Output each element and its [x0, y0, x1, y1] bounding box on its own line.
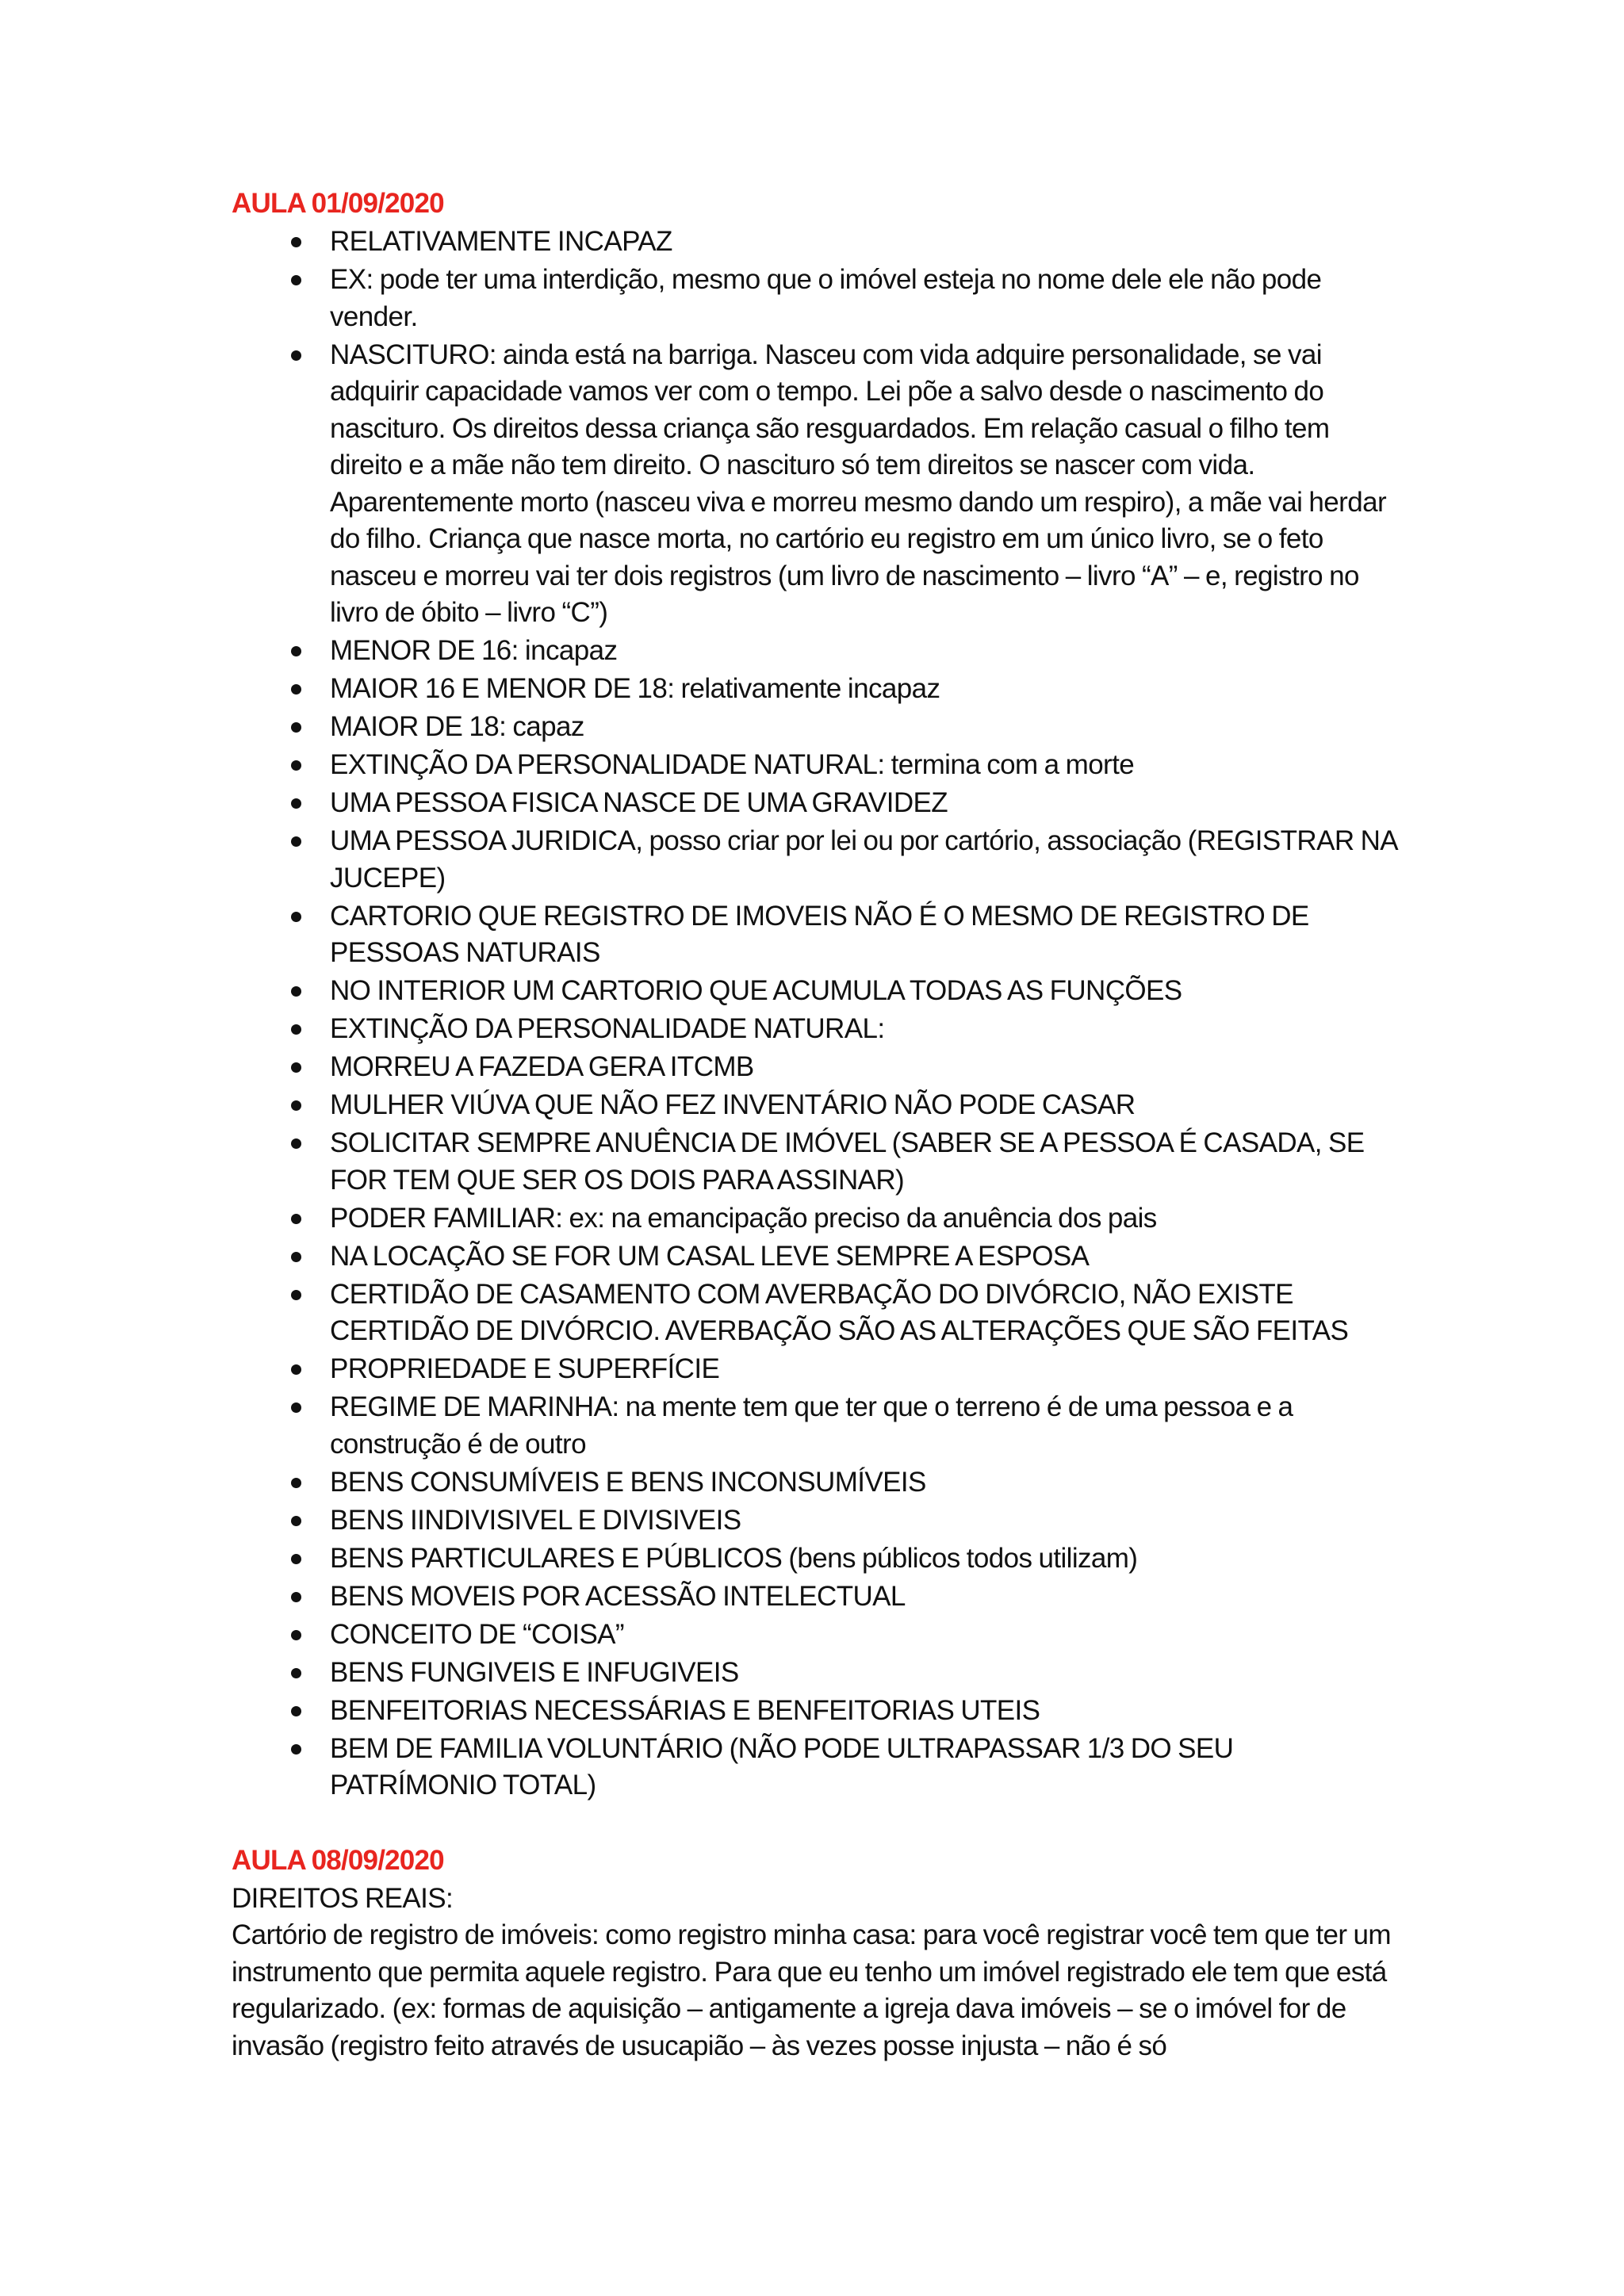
list-item	[232, 1655, 1405, 1692]
bullet-icon	[291, 1478, 301, 1488]
bullet-icon	[291, 912, 301, 922]
list-item	[232, 973, 1405, 1010]
list-item-text: MAIOR 16 E MENOR DE 18: relativamente incapaz	[330, 673, 940, 704]
list-item-text: BEM DE FAMILIA VOLUNTÁRIO (NÃO PODE ULTRAPASSAR 1/3 DO SEU PATRÍMONIO TOTAL)	[330, 1732, 1234, 1800]
bullet-icon	[291, 760, 301, 771]
list-item	[232, 1125, 1405, 1199]
list-item-text: MENOR DE 16: incapaz	[330, 635, 618, 666]
bullet-icon	[291, 1516, 301, 1526]
list-item-text: BENS FUNGIVEIS E INFUGIVEIS	[330, 1656, 739, 1688]
list-item-text: NASCITURO: ainda está na barriga. Nasceu com vida adquire personalidade, se vai adquirir capacidade vamos ver com o tempo. Lei põe a salvo desde o nascimento do nascituro. Os direitos dessa criança são resguardados. Em relação casual o filho tem direito e a mãe não tem direito. O nascituro só tem direitos se nascer com vida. Aparentemente morto (nasceu viva e morreu mesmo dando um respiro), a mãe vai herdar do filho. Criança que nasce morta, no cartório eu registro em um único livro, se o feto nasceu e morreu vai ter dois registros (um livro de nascimento – livro “A” – e, registro no livro de óbito – livro “C”)	[330, 339, 1387, 628]
section-heading-aula-01: AULA 01/09/2020	[232, 188, 444, 219]
list-item	[232, 633, 1405, 670]
bullet-icon	[291, 237, 301, 247]
list-item	[232, 224, 1405, 261]
bullet-icon	[291, 1592, 301, 1602]
list-item	[232, 709, 1405, 746]
bullet-icon	[291, 1252, 301, 1262]
bullet-icon	[291, 1668, 301, 1678]
list-item-text: CERTIDÃO DE CASAMENTO COM AVERBAÇÃO DO DIVÓRCIO, NÃO EXISTE CERTIDÃO DE DIVÓRCIO. AVERBAÇÃO SÃO AS ALTERAÇÕES QUE SÃO FEITAS	[330, 1278, 1349, 1346]
bullet-icon	[291, 1402, 301, 1413]
list-item-text: UMA PESSOA JURIDICA, posso criar por lei ou por cartório, associação (REGISTRAR NA JUCEPE)	[330, 825, 1397, 894]
list-item-text: BENS MOVEIS POR ACESSÃO INTELECTUAL	[330, 1580, 906, 1612]
list-item	[232, 1011, 1405, 1048]
list-item	[232, 1087, 1405, 1124]
bullet-icon	[291, 1706, 301, 1716]
bullet-icon	[291, 1744, 301, 1755]
list-item-text: PODER FAMILIAR: ex: na emancipação preciso da anuência dos pais	[330, 1202, 1157, 1234]
list-item-text: BENFEITORIAS NECESSÁRIAS E BENFEITORIAS UTEIS	[330, 1694, 1040, 1726]
bullet-icon	[291, 1214, 301, 1224]
bullet-icon	[291, 1024, 301, 1035]
bullet-icon	[291, 1062, 301, 1073]
list-item-text: EXTINÇÃO DA PERSONALIDADE NATURAL:	[330, 1013, 885, 1044]
list-item-text: RELATIVAMENTE INCAPAZ	[330, 226, 672, 257]
bullet-icon	[291, 986, 301, 997]
list-item-text: REGIME DE MARINHA: na mente tem que ter que o terreno é de uma pessoa e a construção é de outro	[330, 1391, 1293, 1460]
bullet-icon	[291, 1630, 301, 1640]
list-item	[232, 785, 1405, 822]
list-item	[232, 1464, 1405, 1502]
bullet-icon	[291, 1554, 301, 1564]
list-item	[232, 337, 1405, 632]
list-item-text: MORREU A FAZEDA GERA ITCMB	[330, 1051, 754, 1082]
body-paragraph: Cartório de registro de imóveis: como registro minha casa: para você registrar você tem que ter um instrumento que permita aquele registro. Para que eu tenho um imóvel registrado ele tem que está regularizado. (ex: formas de aquisição – antigamente a igreja dava imóveis – se o imóvel for de invasão (registro feito através de usucapião – às vezes posse injusta – não é só	[232, 1919, 1391, 2061]
list-item	[232, 262, 1405, 335]
bullet-icon	[291, 684, 301, 695]
list-item	[232, 1238, 1405, 1276]
list-item-text: PROPRIEDADE E SUPERFÍCIE	[330, 1353, 720, 1384]
bullet-icon	[291, 1364, 301, 1375]
bullet-icon	[291, 722, 301, 733]
bullet-icon	[291, 836, 301, 847]
list-item	[232, 1502, 1405, 1540]
list-item	[232, 671, 1405, 708]
list-item	[232, 823, 1405, 897]
list-item-text: CONCEITO DE “COISA”	[330, 1618, 624, 1650]
list-item-text: MAIOR DE 18: capaz	[330, 711, 584, 742]
list-item-text: EXTINÇÃO DA PERSONALIDADE NATURAL: termina com a morte	[330, 749, 1135, 780]
notes-bullet-list	[232, 224, 1405, 1804]
list-item-text: NO INTERIOR UM CARTORIO QUE ACUMULA TODAS AS FUNÇÕES	[330, 975, 1182, 1006]
list-item-text: EX: pode ter uma interdição, mesmo que o imóvel esteja no nome dele ele não pode vender.	[330, 264, 1322, 332]
bullet-icon	[291, 1100, 301, 1111]
bullet-icon	[291, 275, 301, 285]
bullet-icon	[291, 350, 301, 361]
bullet-icon	[291, 1138, 301, 1149]
bullet-icon	[291, 646, 301, 656]
list-item-text: BENS CONSUMÍVEIS E BENS INCONSUMÍVEIS	[330, 1466, 926, 1498]
list-item	[232, 1276, 1405, 1350]
list-item	[232, 898, 1405, 972]
list-item	[232, 1731, 1405, 1804]
list-item	[232, 1200, 1405, 1238]
list-item	[232, 1351, 1405, 1388]
document-content	[232, 186, 1405, 2064]
list-item-text: SOLICITAR SEMPRE ANUÊNCIA DE IMÓVEL (SABER SE A PESSOA É CASADA, SE FOR TEM QUE SER OS DOIS PARA ASSINAR)	[330, 1127, 1365, 1196]
list-item	[232, 747, 1405, 784]
list-item	[232, 1049, 1405, 1086]
list-item	[232, 1693, 1405, 1730]
list-item-text: UMA PESSOA FISICA NASCE DE UMA GRAVIDEZ	[330, 787, 948, 818]
list-item-text: BENS PARTICULARES E PÚBLICOS (bens públicos todos utilizam)	[330, 1542, 1138, 1574]
list-item	[232, 1389, 1405, 1463]
list-item-text: MULHER VIÚVA QUE NÃO FEZ INVENTÁRIO NÃO PODE CASAR	[330, 1089, 1136, 1120]
bullet-icon	[291, 798, 301, 809]
list-item	[232, 1540, 1405, 1578]
list-item-text: CARTORIO QUE REGISTRO DE IMOVEIS NÃO É O MESMO DE REGISTRO DE PESSOAS NATURAIS	[330, 900, 1309, 968]
list-item	[232, 1578, 1405, 1616]
section-heading-aula-08: AULA 08/09/2020	[232, 1844, 444, 1876]
list-item-text: BENS IINDIVISIVEL E DIVISIVEIS	[330, 1504, 741, 1536]
list-item-text: NA LOCAÇÃO SE FOR UM CASAL LEVE SEMPRE A ESPOSA	[330, 1240, 1090, 1272]
list-item	[232, 1617, 1405, 1654]
subheading-direitos-reais: DIREITOS REAIS:	[232, 1882, 454, 1914]
bullet-icon	[291, 1290, 301, 1300]
